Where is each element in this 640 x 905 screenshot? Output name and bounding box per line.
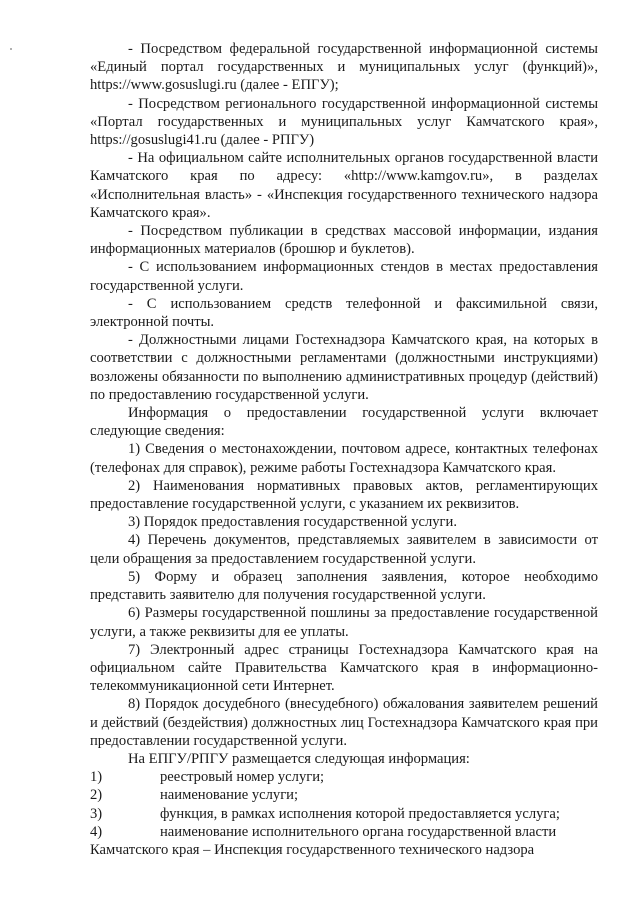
paragraph-item-7: 7) Электронный адрес страницы Гостехнадзора Камчатского края на официальном сайте Правительства Камчатского края в информационно-телекоммуникационной сети Интернет. bbox=[90, 641, 598, 695]
paragraph-item-3: 3) Порядок предоставления государственной услуги. bbox=[128, 514, 457, 531]
list-item-number: 4) bbox=[90, 823, 103, 840]
paragraph-item-1: 1) Сведения о местонахождении, почтовом адресе, контактных телефонах (телефонах для справок), режиме работы Гостехнадзора Камчатского края. bbox=[90, 441, 598, 476]
paragraph-rpgu: - Посредством регионального государственной информационной системы «Портал государственных и муниципальных услуг Камчатского края», https://gosuslugi41.ru (далее - РПГУ) bbox=[90, 95, 598, 149]
list-item bbox=[90, 786, 598, 804]
paragraph-info-stands: - С использованием информационных стендов в местах предоставления государственной услуги. bbox=[90, 259, 598, 294]
list-item bbox=[90, 805, 598, 823]
paragraph-info-includes: Информация о предоставлении государственной услуги включает следующие сведения: bbox=[90, 405, 598, 440]
paragraph-item-8: 8) Порядок досудебного (внесудебного) обжалования заявителем решений и действий (бездействия) должностных лиц Гостехнадзора Камчатского края при предоставлении государственной услуги. bbox=[90, 696, 598, 749]
scan-speck bbox=[10, 48, 12, 50]
list-item bbox=[90, 823, 598, 841]
list-item-text: функция, в рамках исполнения которой предоставляется услуга; bbox=[160, 805, 560, 822]
paragraph-epgu: - Посредством федеральной государственной информационной системы «Единый портал государственных и муниципальных услуг (функций)», https://www.gosuslugi.ru (далее - ЕПГУ); bbox=[90, 41, 598, 94]
paragraph-item-2: 2) Наименования нормативных правовых актов, регламентирующих предоставление государственной услуги, с указанием их реквизитов. bbox=[90, 477, 598, 513]
list-item-text: наименование услуги; bbox=[160, 787, 299, 804]
list-item-continuation: Камчатского края – Инспекция государственного технического надзора bbox=[90, 841, 535, 858]
paragraph-mass-media: - Посредством публикации в средствах массовой информации, издания информационных материалов (брошюр и буклетов). bbox=[90, 223, 598, 258]
list-item-number: 2) bbox=[90, 787, 103, 804]
list-item-text: реестровый номер услуги; bbox=[160, 769, 325, 786]
list-item-number: 3) bbox=[90, 805, 103, 822]
list-item bbox=[90, 768, 598, 786]
paragraph-official-site: - На официальном сайте исполнительных органов государственной власти Камчатского края по адресу: «http://www.kamgov.ru», в разделах «Исполнительная власть» - «Инспекция государственного технического надзора Камчатского края». bbox=[90, 150, 598, 221]
paragraph-item-4: 4) Перечень документов, представляемых заявителем в зависимости от цели обращения за предоставлением государственной услуги. bbox=[90, 532, 598, 567]
paragraph-phone-fax: - С использованием средств телефонной и факсимильной связи, электронной почты. bbox=[90, 295, 598, 331]
list-item-text: наименование исполнительного органа государственной власти bbox=[160, 823, 557, 840]
list-item-number: 1) bbox=[90, 769, 103, 786]
paragraph-officials: - Должностными лицами Гостехнадзора Камчатского края, на которых в соответствии с должностными регламентами (должностными инструкциями) возложены обязанности по выполнению административных процедур (действий) по предоставлению государственной услуги. bbox=[90, 332, 598, 403]
paragraph-item-6: 6) Размеры государственной пошлины за предоставление государственной услуги, а также реквизиты для ее уплаты. bbox=[90, 605, 598, 640]
paragraph-item-5: 5) Форму и образец заполнения заявления, которое необходимо представить заявителю для получения государственной услуги. bbox=[90, 568, 598, 604]
paragraph-epgu-info: На ЕПГУ/РПГУ размещается следующая информация: bbox=[128, 750, 470, 767]
